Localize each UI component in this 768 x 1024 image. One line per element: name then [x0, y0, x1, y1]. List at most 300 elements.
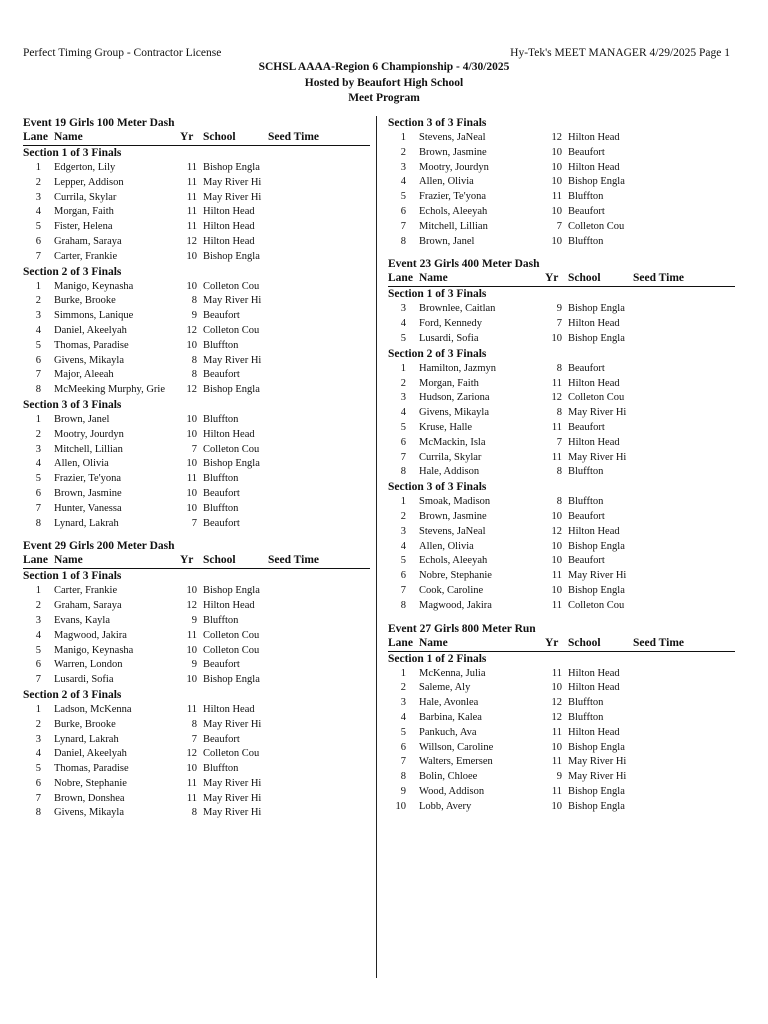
lane-number: 7 [400, 220, 406, 232]
athlete-school: Colleton Cou [203, 644, 260, 656]
athlete-school: Bishop Engla [203, 585, 260, 597]
athlete-name: Daniel, Akeelyah [54, 748, 127, 760]
athlete-school: Bishop Engla [568, 584, 625, 596]
header-name: Name [54, 554, 83, 567]
athlete-year: 9 [556, 771, 562, 783]
athlete-school: Beaufort [568, 421, 605, 433]
athlete-school: Bishop Engla [203, 384, 260, 396]
entry-row [23, 176, 370, 191]
athlete-school: Bluffton [203, 502, 239, 514]
athlete-name: Allen, Olivia [54, 458, 109, 470]
section-title: Section 1 of 3 Finals [23, 570, 122, 583]
athlete-year: 12 [551, 392, 562, 404]
athlete-year: 12 [551, 132, 562, 143]
entry-row [23, 502, 370, 517]
athlete-school: May River Hi [568, 407, 627, 419]
athlete-school: Beaufort [203, 517, 240, 529]
header-school: School [203, 554, 236, 567]
lane-number: 5 [400, 555, 406, 567]
entry-row [23, 517, 370, 532]
entry-row [388, 525, 735, 540]
athlete-name: Frazier, Te'yona [54, 473, 122, 485]
lane-number: 1 [35, 162, 41, 173]
athlete-school: Colleton Cou [568, 599, 625, 611]
section-title: Section 1 of 3 Finals [23, 147, 122, 159]
athlete-year: 10 [551, 540, 562, 552]
athlete-school: Beaufort [568, 510, 605, 522]
entry-row [388, 220, 735, 235]
athlete-year: 11 [186, 176, 197, 188]
athlete-name: Currila, Skylar [54, 191, 117, 203]
athlete-school: May River Hi [203, 354, 262, 366]
athlete-name: Stevens, JaNeal [419, 525, 486, 537]
entry-row [23, 777, 370, 792]
entry-row [23, 733, 370, 748]
athlete-name: Thomas, Paradise [54, 763, 129, 775]
athlete-school: May River Hi [568, 451, 627, 463]
athlete-school: Bishop Engla [568, 176, 625, 188]
athlete-name: Givens, Mikayla [419, 407, 489, 419]
athlete-school: Hilton Head [568, 161, 620, 173]
athlete-year: 10 [186, 487, 197, 499]
lane-number: 3 [35, 191, 41, 203]
entry-row [388, 362, 735, 377]
athlete-school: May River Hi [203, 792, 262, 804]
athlete-year: 11 [551, 377, 562, 389]
athlete-name: Manigo, Keynasha [54, 644, 134, 656]
event-title: Event 23 Girls 400 Meter Dash [388, 258, 540, 271]
header-yr: Yr [180, 554, 194, 567]
lane-number: 4 [400, 176, 406, 188]
entry-row [388, 406, 735, 421]
athlete-year: 9 [556, 303, 562, 315]
lane-number: 7 [400, 451, 406, 463]
athlete-year: 11 [186, 206, 197, 218]
lane-number: 2 [400, 510, 406, 522]
event-block [388, 257, 735, 613]
athlete-year: 12 [551, 697, 562, 709]
athlete-name: Allen, Olivia [419, 176, 474, 188]
athlete-year: 11 [186, 777, 197, 789]
athlete-school: Hilton Head [568, 436, 620, 448]
athlete-school: May River Hi [568, 570, 627, 582]
athlete-name: Lynard, Lakrah [54, 733, 119, 745]
athlete-name: McMackin, Isla [419, 436, 486, 448]
lane-number: 4 [400, 711, 406, 723]
athlete-name: Echols, Aleeyah [419, 205, 488, 217]
athlete-school: Beaufort [203, 733, 240, 745]
athlete-name: Simmons, Lanique [54, 310, 134, 322]
athlete-name: Mitchell, Lillian [419, 220, 488, 232]
athlete-school: Hilton Head [568, 667, 620, 679]
entry-row [388, 421, 735, 436]
lane-number: 2 [35, 428, 41, 440]
athlete-name: Morgan, Faith [54, 206, 114, 218]
athlete-year: 11 [551, 756, 562, 768]
athlete-year: 8 [191, 369, 197, 381]
lane-number: 8 [400, 235, 406, 247]
athlete-name: Allen, Olivia [419, 540, 474, 552]
athlete-school: May River Hi [203, 777, 262, 789]
entry-row [388, 391, 735, 406]
lane-number: 6 [400, 741, 406, 753]
athlete-year: 9 [191, 614, 197, 626]
entry-row [388, 711, 735, 726]
athlete-school: May River Hi [203, 176, 262, 188]
athlete-school: Bluffton [568, 191, 604, 203]
athlete-school: Hilton Head [203, 428, 255, 440]
header-lane: Lane [388, 272, 413, 285]
entry-row [388, 332, 735, 347]
athlete-school: Bluffton [203, 473, 239, 485]
athlete-year: 11 [551, 599, 562, 611]
lane-number: 6 [35, 659, 41, 671]
lane-number: 2 [35, 718, 41, 730]
entry-row [23, 487, 370, 502]
entry-row [388, 599, 735, 614]
athlete-school: Bluffton [203, 614, 239, 626]
athlete-year: 11 [186, 792, 197, 804]
athlete-year: 10 [186, 763, 197, 775]
athlete-school: Hilton Head [568, 132, 620, 143]
athlete-name: Burke, Brooke [54, 295, 116, 307]
column-headers [23, 553, 370, 569]
athlete-name: Edgerton, Lily [54, 162, 116, 173]
athlete-year: 10 [551, 584, 562, 596]
lane-number: 5 [400, 726, 406, 738]
entry-row [388, 377, 735, 392]
athlete-year: 12 [186, 384, 197, 396]
lane-number: 4 [400, 540, 406, 552]
entry-row [23, 309, 370, 324]
lane-number: 7 [400, 756, 406, 768]
athlete-school: Hilton Head [568, 318, 620, 330]
athlete-school: Beaufort [203, 310, 240, 322]
lane-number: 5 [35, 763, 41, 775]
athlete-school: Beaufort [568, 362, 605, 374]
athlete-year: 10 [551, 555, 562, 567]
athlete-name: Warren, London [54, 659, 123, 671]
athlete-school: Beaufort [568, 146, 605, 158]
entry-row [23, 235, 370, 250]
athlete-year: 10 [551, 741, 562, 753]
entry-row [388, 465, 735, 480]
lane-number: 3 [35, 614, 41, 626]
lane-number: 8 [400, 771, 406, 783]
athlete-school: Beaufort [203, 369, 240, 381]
header-seed-time: Seed Time [633, 636, 685, 649]
athlete-school: Beaufort [568, 205, 605, 217]
entry-row [23, 220, 370, 235]
entry-row [23, 806, 370, 821]
left-column [23, 116, 370, 821]
entry-row [23, 644, 370, 659]
entry-row [23, 354, 370, 369]
athlete-year: 12 [551, 711, 562, 723]
athlete-year: 10 [186, 339, 197, 351]
athlete-school: Bishop Engla [568, 785, 625, 797]
athlete-name: Burke, Brooke [54, 718, 116, 730]
athlete-year: 10 [551, 205, 562, 217]
lane-number: 6 [35, 235, 41, 247]
entry-row [23, 443, 370, 458]
lane-number: 3 [400, 303, 406, 315]
athlete-school: Bishop Engla [568, 332, 625, 344]
entry-row [23, 161, 370, 176]
athlete-name: Smoak, Madison [419, 496, 491, 508]
lane-number: 1 [35, 280, 41, 292]
entry-row [388, 190, 735, 205]
entry-row [23, 324, 370, 339]
athlete-school: Bishop Engla [568, 741, 625, 753]
athlete-school: Colleton Cou [568, 220, 625, 232]
lane-number: 4 [35, 324, 41, 336]
athlete-name: Frazier, Te'yona [419, 191, 487, 203]
lane-number: 1 [400, 132, 406, 143]
athlete-name: Fister, Helena [54, 221, 113, 233]
athlete-name: Ford, Kennedy [419, 318, 482, 330]
athlete-year: 7 [191, 517, 197, 529]
athlete-school: Colleton Cou [203, 324, 260, 336]
entry-row [388, 569, 735, 584]
athlete-year: 11 [186, 191, 197, 203]
athlete-school: May River Hi [203, 191, 262, 203]
lane-number: 5 [35, 221, 41, 233]
lane-number: 1 [400, 362, 406, 374]
section-title: Section 3 of 3 Finals [23, 398, 122, 411]
athlete-name: Pankuch, Ava [419, 726, 477, 738]
athlete-school: Colleton Cou [203, 629, 260, 641]
section-title: Section 3 of 3 Finals [388, 481, 487, 494]
entry-row [388, 205, 735, 220]
athlete-name: Hale, Addison [419, 466, 480, 478]
athlete-name: Saleme, Aly [419, 682, 471, 694]
lane-number: 6 [35, 487, 41, 499]
athlete-year: 8 [191, 354, 197, 366]
entry-row [388, 451, 735, 466]
athlete-school: Bluffton [568, 496, 604, 508]
header-name: Name [419, 636, 448, 649]
athlete-year: 10 [551, 235, 562, 247]
entry-row [23, 457, 370, 472]
entry-row [23, 205, 370, 220]
athlete-school: Bluffton [568, 466, 604, 478]
athlete-year: 12 [551, 525, 562, 537]
athlete-name: Givens, Mikayla [54, 354, 124, 366]
athlete-name: Major, Aleeah [54, 369, 114, 381]
entry-row [23, 280, 370, 295]
entry-row [388, 175, 735, 190]
athlete-school: Bishop Engla [203, 250, 260, 262]
athlete-name: McKenna, Julia [419, 667, 486, 679]
athlete-year: 10 [186, 428, 197, 440]
lane-number: 2 [400, 377, 406, 389]
entry-row [23, 614, 370, 629]
athlete-name: Hudson, Zariona [419, 392, 490, 404]
entry-row [388, 510, 735, 525]
athlete-year: 12 [186, 235, 197, 247]
athlete-school: Bishop Engla [568, 540, 625, 552]
entry-row [388, 667, 735, 682]
header-name: Name [419, 272, 448, 285]
entry-row [388, 726, 735, 741]
athlete-name: Hunter, Vanessa [54, 502, 122, 514]
athlete-year: 7 [191, 733, 197, 745]
athlete-year: 8 [556, 362, 562, 374]
lane-number: 4 [35, 748, 41, 760]
entry-row [23, 703, 370, 718]
entry-row [388, 146, 735, 161]
athlete-name: Lepper, Addison [54, 176, 124, 188]
lane-number: 10 [395, 800, 406, 812]
header-school: School [568, 636, 601, 649]
athlete-year: 10 [186, 644, 197, 656]
lane-number: 2 [400, 146, 406, 158]
lane-number: 1 [35, 703, 41, 715]
athlete-school: Colleton Cou [203, 280, 260, 292]
lane-number: 6 [35, 777, 41, 789]
athlete-name: Wood, Addison [419, 785, 485, 797]
athlete-year: 11 [551, 451, 562, 463]
athlete-school: Hilton Head [568, 525, 620, 537]
athlete-name: Graham, Saraya [54, 235, 122, 247]
athlete-year: 8 [191, 807, 197, 819]
lane-number: 2 [35, 176, 41, 188]
athlete-name: Nobre, Stephanie [419, 570, 492, 582]
header-yr: Yr [545, 272, 559, 285]
lane-number: 1 [35, 585, 41, 597]
lane-number: 7 [35, 250, 41, 262]
athlete-year: 10 [551, 146, 562, 158]
athlete-name: Magwood, Jakira [54, 629, 127, 641]
entry-row [23, 339, 370, 354]
entry-row [388, 741, 735, 756]
athlete-name: Lusardi, Sofia [419, 332, 479, 344]
athlete-name: Walters, Emersen [419, 756, 493, 768]
header-lane: Lane [388, 636, 413, 649]
lane-number: 6 [400, 436, 406, 448]
athlete-name: Mootry, Jourdyn [54, 428, 124, 440]
athlete-name: Brown, Jasmine [419, 510, 487, 522]
lane-number: 3 [400, 697, 406, 709]
athlete-year: 11 [186, 473, 197, 485]
right-column [388, 116, 735, 814]
athlete-year: 7 [556, 436, 562, 448]
lane-number: 5 [400, 421, 406, 433]
event-title: Event 19 Girls 100 Meter Dash [23, 117, 175, 129]
athlete-school: Bluffton [568, 697, 604, 709]
lane-number: 2 [35, 295, 41, 307]
athlete-name: Evans, Kayla [54, 614, 110, 626]
athlete-name: Carter, Frankie [54, 585, 118, 597]
meet-program-title: Meet Program [348, 92, 420, 104]
section-title: Section 1 of 2 Finals [388, 652, 487, 665]
lane-number: 3 [35, 443, 41, 455]
entry-row [388, 317, 735, 332]
lane-number: 5 [35, 339, 41, 351]
meet-host: Hosted by Beaufort High School [304, 77, 464, 89]
athlete-year: 11 [551, 785, 562, 797]
athlete-school: Colleton Cou [203, 443, 260, 455]
header-license: Perfect Timing Group - Contractor License [23, 47, 222, 59]
lane-number: 3 [400, 392, 406, 404]
athlete-school: May River Hi [568, 771, 627, 783]
athlete-year: 7 [556, 318, 562, 330]
athlete-name: Manigo, Keynasha [54, 280, 134, 292]
lane-number: 5 [35, 473, 41, 485]
entry-row [388, 696, 735, 711]
athlete-name: Willson, Caroline [419, 741, 494, 753]
athlete-school: May River Hi [568, 756, 627, 768]
athlete-school: Hilton Head [203, 600, 255, 612]
athlete-school: Colleton Cou [203, 748, 260, 760]
header-meet-manager: Hy-Tek's MEET MANAGER 4/29/2025 Page 1 [510, 47, 730, 59]
lane-number: 3 [400, 161, 406, 173]
entry-row [23, 629, 370, 644]
entry-row [388, 785, 735, 800]
athlete-name: Lobb, Avery [419, 800, 472, 812]
athlete-name: Magwood, Jakira [419, 599, 492, 611]
athlete-year: 12 [186, 600, 197, 612]
athlete-school: Bluffton [203, 413, 239, 425]
athlete-school: Bishop Engla [203, 162, 260, 173]
athlete-name: Hamilton, Jazmyn [419, 362, 496, 374]
athlete-name: Nobre, Stephanie [54, 777, 127, 789]
entry-row [23, 762, 370, 777]
athlete-name: Cook, Caroline [419, 584, 484, 596]
athlete-year: 11 [186, 703, 197, 715]
entry-row [23, 747, 370, 762]
entry-row [388, 681, 735, 696]
athlete-school: Bluffton [203, 339, 239, 351]
athlete-school: May River Hi [203, 295, 262, 307]
event-block [388, 116, 735, 249]
entry-row [388, 770, 735, 785]
athlete-name: Brownlee, Caitlan [419, 303, 496, 315]
athlete-year: 10 [551, 800, 562, 812]
athlete-year: 11 [551, 726, 562, 738]
athlete-year: 8 [556, 407, 562, 419]
entry-row [23, 191, 370, 206]
entry-row [388, 755, 735, 770]
lane-number: 1 [400, 667, 406, 679]
athlete-name: Brown, Janel [419, 235, 475, 247]
athlete-year: 9 [191, 659, 197, 671]
entry-row [388, 235, 735, 250]
lane-number: 7 [35, 674, 41, 686]
lane-number: 5 [35, 644, 41, 656]
meet-title: SCHSL AAAA-Region 6 Championship - 4/30/2025 [258, 61, 510, 73]
athlete-year: 8 [191, 295, 197, 307]
lane-number: 2 [400, 682, 406, 694]
entry-row [388, 540, 735, 555]
lane-number: 8 [400, 466, 406, 478]
athlete-name: Stevens, JaNeal [419, 132, 486, 143]
entry-row [388, 800, 735, 815]
lane-number: 3 [35, 733, 41, 745]
entry-row [23, 673, 370, 688]
lane-number: 4 [400, 407, 406, 419]
event-block [23, 539, 370, 821]
header-yr: Yr [545, 636, 559, 649]
athlete-year: 8 [556, 496, 562, 508]
event-title: Event 29 Girls 200 Meter Dash [23, 540, 175, 553]
athlete-year: 9 [191, 310, 197, 322]
entry-row [23, 383, 370, 398]
athlete-year: 11 [551, 667, 562, 679]
lane-number: 7 [35, 502, 41, 514]
header-seed-time: Seed Time [268, 554, 320, 567]
